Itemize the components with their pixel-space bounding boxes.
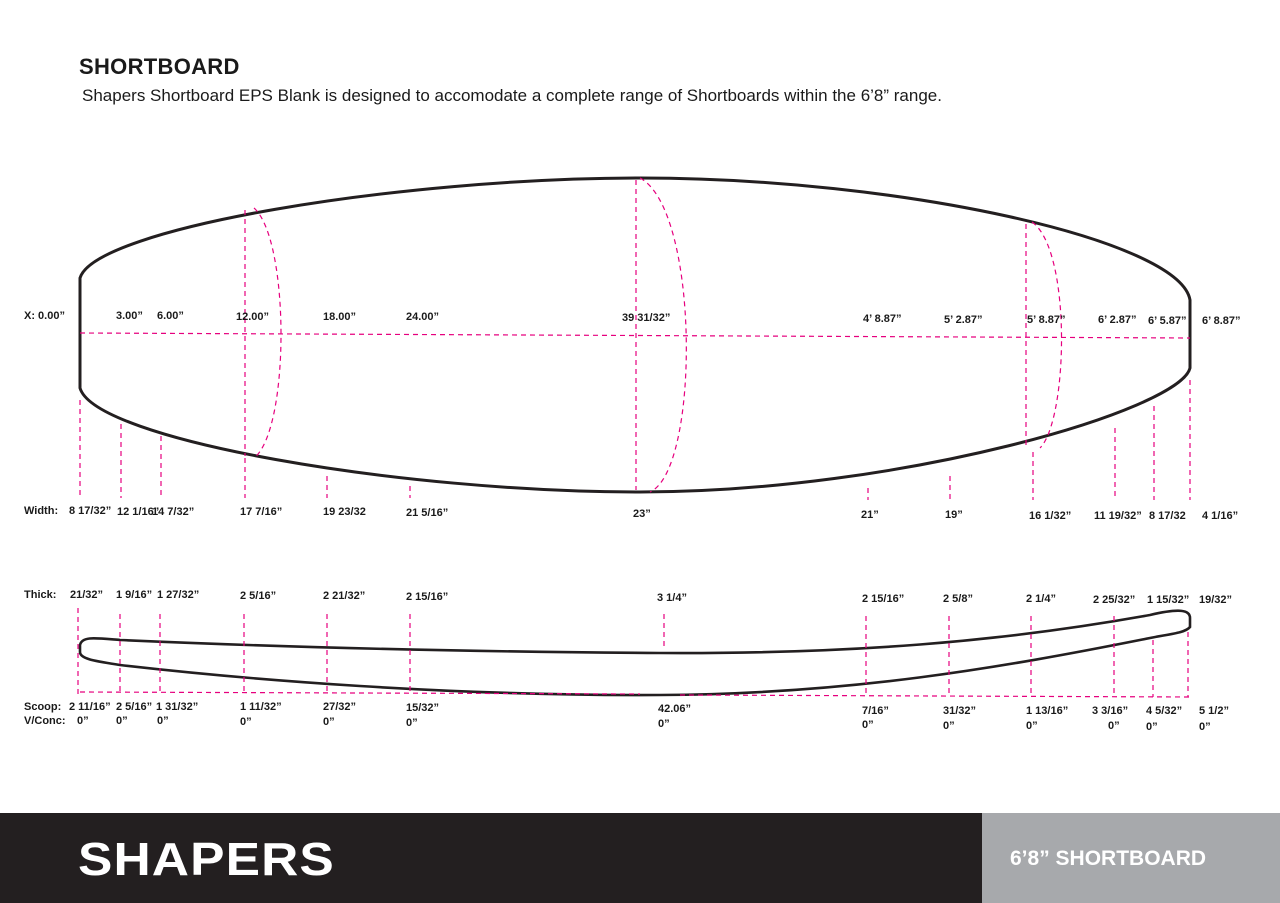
rocker-outline (80, 611, 1190, 695)
vconc-label: 0” (240, 716, 252, 728)
x-label: 18.00” (323, 311, 357, 323)
x-label: 6’ 8.87” (1202, 315, 1241, 327)
center-line (80, 333, 1190, 338)
vconc-label: 0” (862, 719, 874, 731)
x-label: 6’ 2.87” (1098, 314, 1137, 326)
vconc-label: 0” (1108, 720, 1120, 732)
x-label: 24.00” (406, 311, 440, 323)
vconc-label: 0” (406, 717, 418, 729)
scoop-label: 7/16” (862, 705, 889, 717)
scoop-label: 3 3/16” (1092, 705, 1129, 717)
thick-label: 19/32” (1199, 594, 1233, 606)
scoop-label: 15/32” (406, 702, 440, 714)
x-label: 4’ 8.87” (863, 313, 902, 325)
thick-label: 1 27/32” (157, 589, 200, 601)
x-label: 3.00” (116, 310, 143, 322)
thick-label: 2 21/32” (323, 590, 366, 602)
scoop-label: 27/32” (323, 701, 357, 713)
section-12-curve (254, 208, 281, 458)
width-label: 11 19/32” (1094, 510, 1142, 522)
width-label: 12 1/16” (117, 506, 160, 518)
x-label: 12.00” (236, 311, 270, 323)
scoop-baseline-tail (680, 695, 1190, 697)
thick-label: 1 15/32” (1147, 594, 1190, 606)
page-subtitle: Shapers Shortboard EPS Blank is designed to accomodate a complete range of Shortboards within the 6’8” range. (82, 86, 942, 105)
vconc-row-label: V/Conc: (24, 715, 66, 727)
brand-logo: SHAPERS (78, 833, 335, 885)
vconc-label: 0” (1199, 721, 1211, 733)
section-tail-curve (1032, 222, 1062, 448)
x-row-label: X: 0.00” (24, 310, 65, 322)
scoop-label: 2 5/16” (116, 701, 153, 713)
width-lines (80, 380, 1190, 500)
board-outline (80, 178, 1190, 492)
thick-label: 2 5/16” (240, 590, 277, 602)
scoop-label: 4 5/32” (1146, 705, 1183, 717)
scoop-label: 5 1/2” (1199, 705, 1229, 717)
width-label: 19” (945, 509, 963, 521)
scoop-label: 1 31/32” (156, 701, 199, 713)
width-label: 4 1/16” (1202, 510, 1239, 522)
thick-label: 2 25/32” (1093, 594, 1136, 606)
vconc-label: 0” (1026, 720, 1038, 732)
scoop-label: 1 13/16” (1026, 705, 1069, 717)
x-label: 5’ 2.87” (944, 314, 983, 326)
vconc-label: 0” (323, 716, 335, 728)
x-label: 6’ 5.87” (1148, 315, 1187, 327)
model-name: 6’8” SHORTBOARD (1010, 847, 1207, 870)
width-label: 17 7/16” (240, 506, 283, 518)
scoop-label: 31/32” (943, 705, 977, 717)
thick-label: 21/32” (70, 589, 104, 601)
thick-label: 1 9/16” (116, 589, 153, 601)
vconc-label: 0” (658, 718, 670, 730)
width-label: 21” (861, 509, 879, 521)
thick-label: 2 15/16” (862, 593, 905, 605)
width-row-label: Width: (24, 505, 59, 517)
vconc-label: 0” (116, 715, 128, 727)
x-label: 5’ 8.87” (1027, 314, 1066, 326)
width-label: 19 23/32 (323, 506, 366, 518)
vconc-label: 0” (943, 720, 955, 732)
scoop-label: 1 11/32” (240, 701, 282, 713)
thick-label: 2 5/8” (943, 593, 973, 605)
thick-label: 2 15/16” (406, 591, 449, 603)
width-label: 8 17/32” (69, 505, 112, 517)
scoop-label: 2 11/16” (69, 701, 111, 713)
width-label: 14 7/32” (152, 506, 195, 518)
width-label: 21 5/16” (406, 507, 449, 519)
thick-label: 3 1/4” (657, 592, 687, 604)
width-label: 8 17/32 (1149, 510, 1186, 522)
x-label: 39 31/32” (622, 312, 671, 324)
vconc-label: 0” (77, 715, 89, 727)
thick-label: 2 1/4” (1026, 593, 1056, 605)
scoop-row-label: Scoop: (24, 701, 62, 713)
vconc-label: 0” (1146, 721, 1158, 733)
vconc-label: 0” (157, 715, 169, 727)
width-label: 16 1/32” (1029, 510, 1072, 522)
scoop-label: 42.06” (658, 703, 692, 715)
page-title: SHORTBOARD (79, 54, 240, 79)
section-center-curve (640, 178, 686, 492)
width-label: 23” (633, 508, 651, 520)
thick-row-label: Thick: (24, 589, 57, 601)
x-label: 6.00” (157, 310, 184, 322)
